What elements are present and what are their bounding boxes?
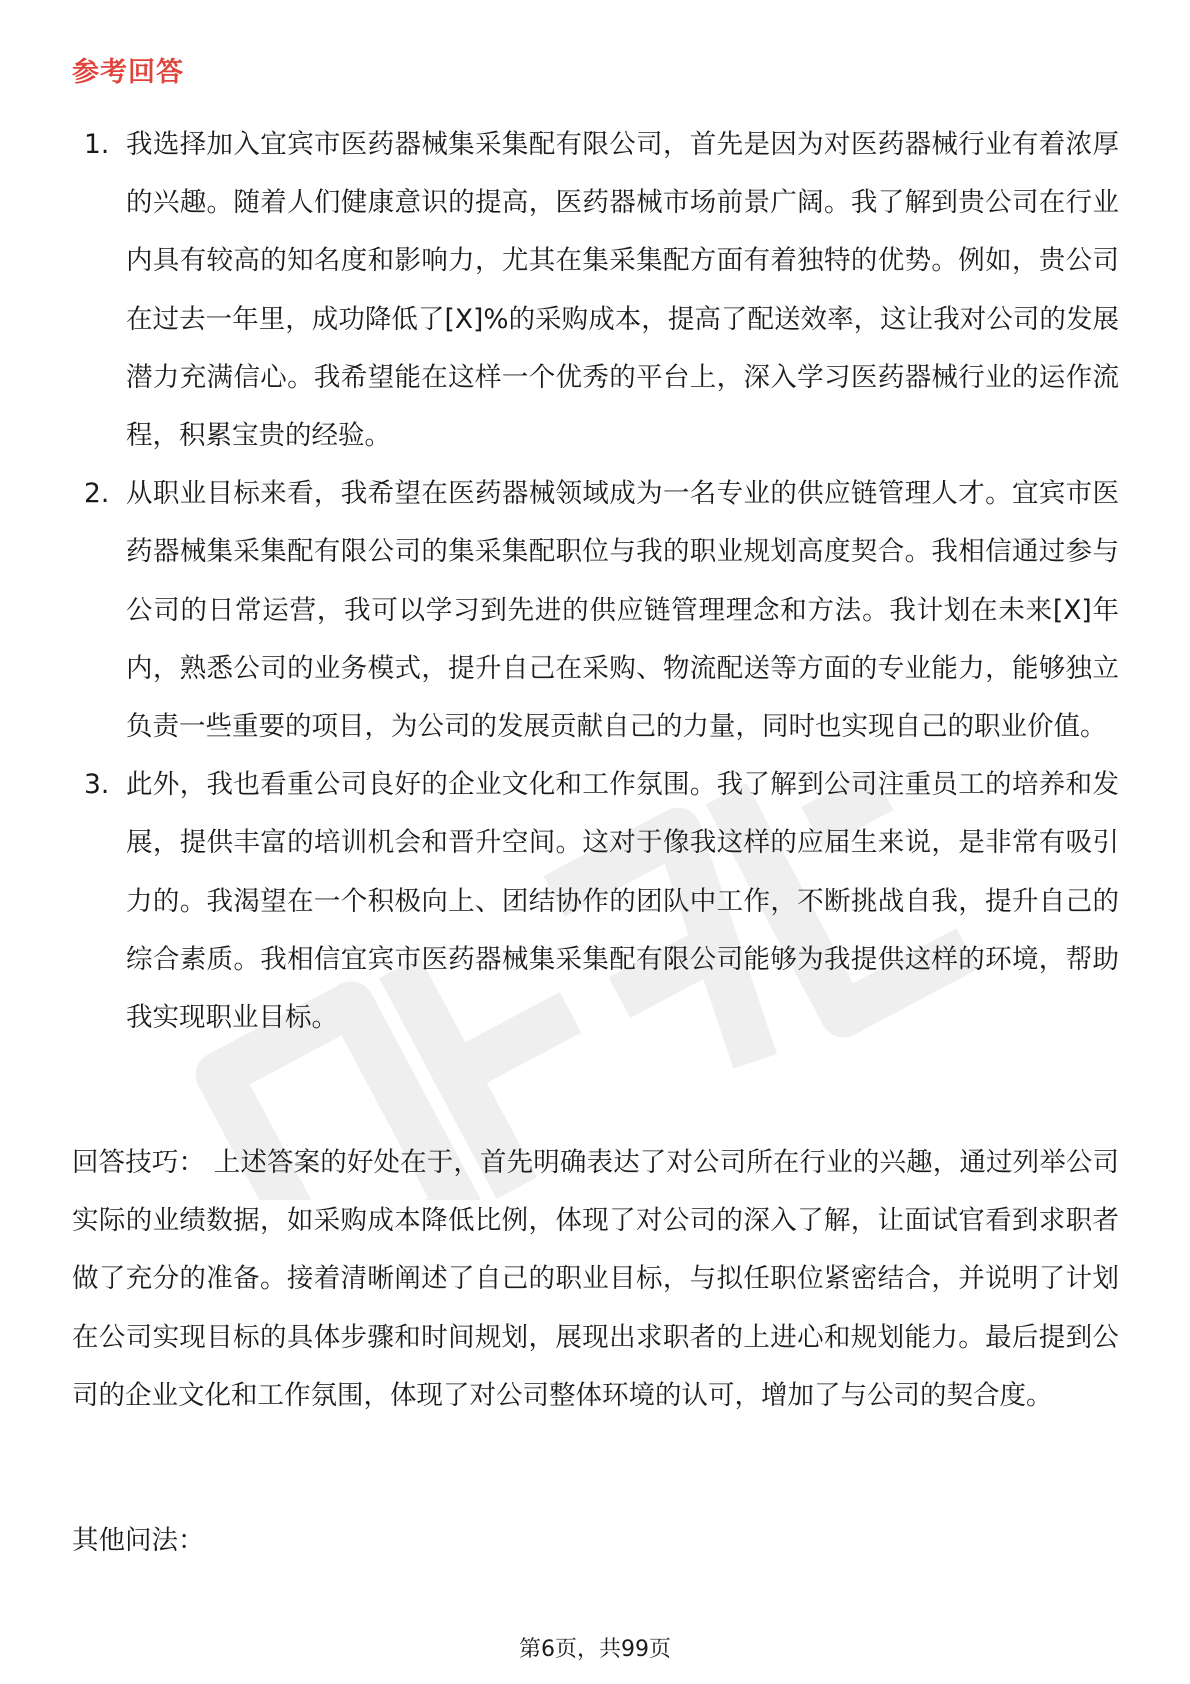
list-item-number: 2.: [84, 478, 110, 510]
other-questions-label: 其他问法：: [72, 1525, 205, 1556]
list-item-text: 我选择加入宜宾市医药器械集采集配有限公司，首先是因为对医药器械行业有着浓厚的兴趣。随着人们健康意识的提高，医药器械市场前景广阔。我了解到贵公司在行业内具有较高的知名度和影响力，尤其在集采集配方面有着独特的优势。例如，贵公司在过去一年里，成功降低了[X]%的采购成本，提高了配送效率，这让我对公司的发展潜力充满信心。我希望能在这样一个优秀的平台上，深入学习医药器械行业的运作流程，积累宝贵的经验。: [126, 129, 1119, 452]
answer-list: [84, 116, 1119, 1047]
list-item-number: 1.: [84, 129, 110, 160]
list-item: [84, 465, 1119, 756]
reference-answer-heading: 参考回答: [72, 57, 184, 88]
list-item-text: 从职业目标来看，我希望在医药器械领域成为一名专业的供应链管理人才。宜宾市医药器械集采集配有限公司的集采集配职位与我的职业规划高度契合。我相信通过参与公司的日常运营，我可以学习到先进的供应链管理理念和方法。我计划在未来[X]年内，熟悉公司的业务模式，提升自己在采购、物流配送等方面的专业能力，能够独立负责一些重要的项目，为公司的发展贡献自己的力量，同时也实现自己的职业价值。: [126, 478, 1119, 743]
list-item-text: 此外，我也看重公司良好的企业文化和工作氛围。我了解到公司注重员工的培养和发展，提供丰富的培训机会和晋升空间。这对于像我这样的应届生来说，是非常有吸引力的。我渴望在一个积极向上、团结协作的团队中工作，不断挑战自我，提升自己的综合素质。我相信宜宾市医药器械集采集配有限公司能够为我提供这样的环境，帮助我实现职业目标。: [126, 769, 1119, 1034]
page-footer: 第6页，共99页: [519, 1637, 671, 1662]
list-item: [84, 756, 1119, 1047]
answer-tips-paragraph: 回答技巧： 上述答案的好处在于，首先明确表达了对公司所在行业的兴趣，通过列举公司实际的业绩数据，如采购成本降低比例，体现了对公司的深入了解，让面试官看到求职者做了充分的准备。接着清晰阐述了自己的职业目标，与拟任职位紧密结合，并说明了计划在公司实现目标的具体步骤和时间规划，展现出求职者的上进心和规划能力。最后提到公司的企业文化和工作氛围，体现了对公司整体环境的认可，增加了与公司的契合度。: [72, 1147, 1119, 1411]
list-item: [84, 116, 1119, 465]
list-item-number: 3.: [84, 769, 110, 801]
